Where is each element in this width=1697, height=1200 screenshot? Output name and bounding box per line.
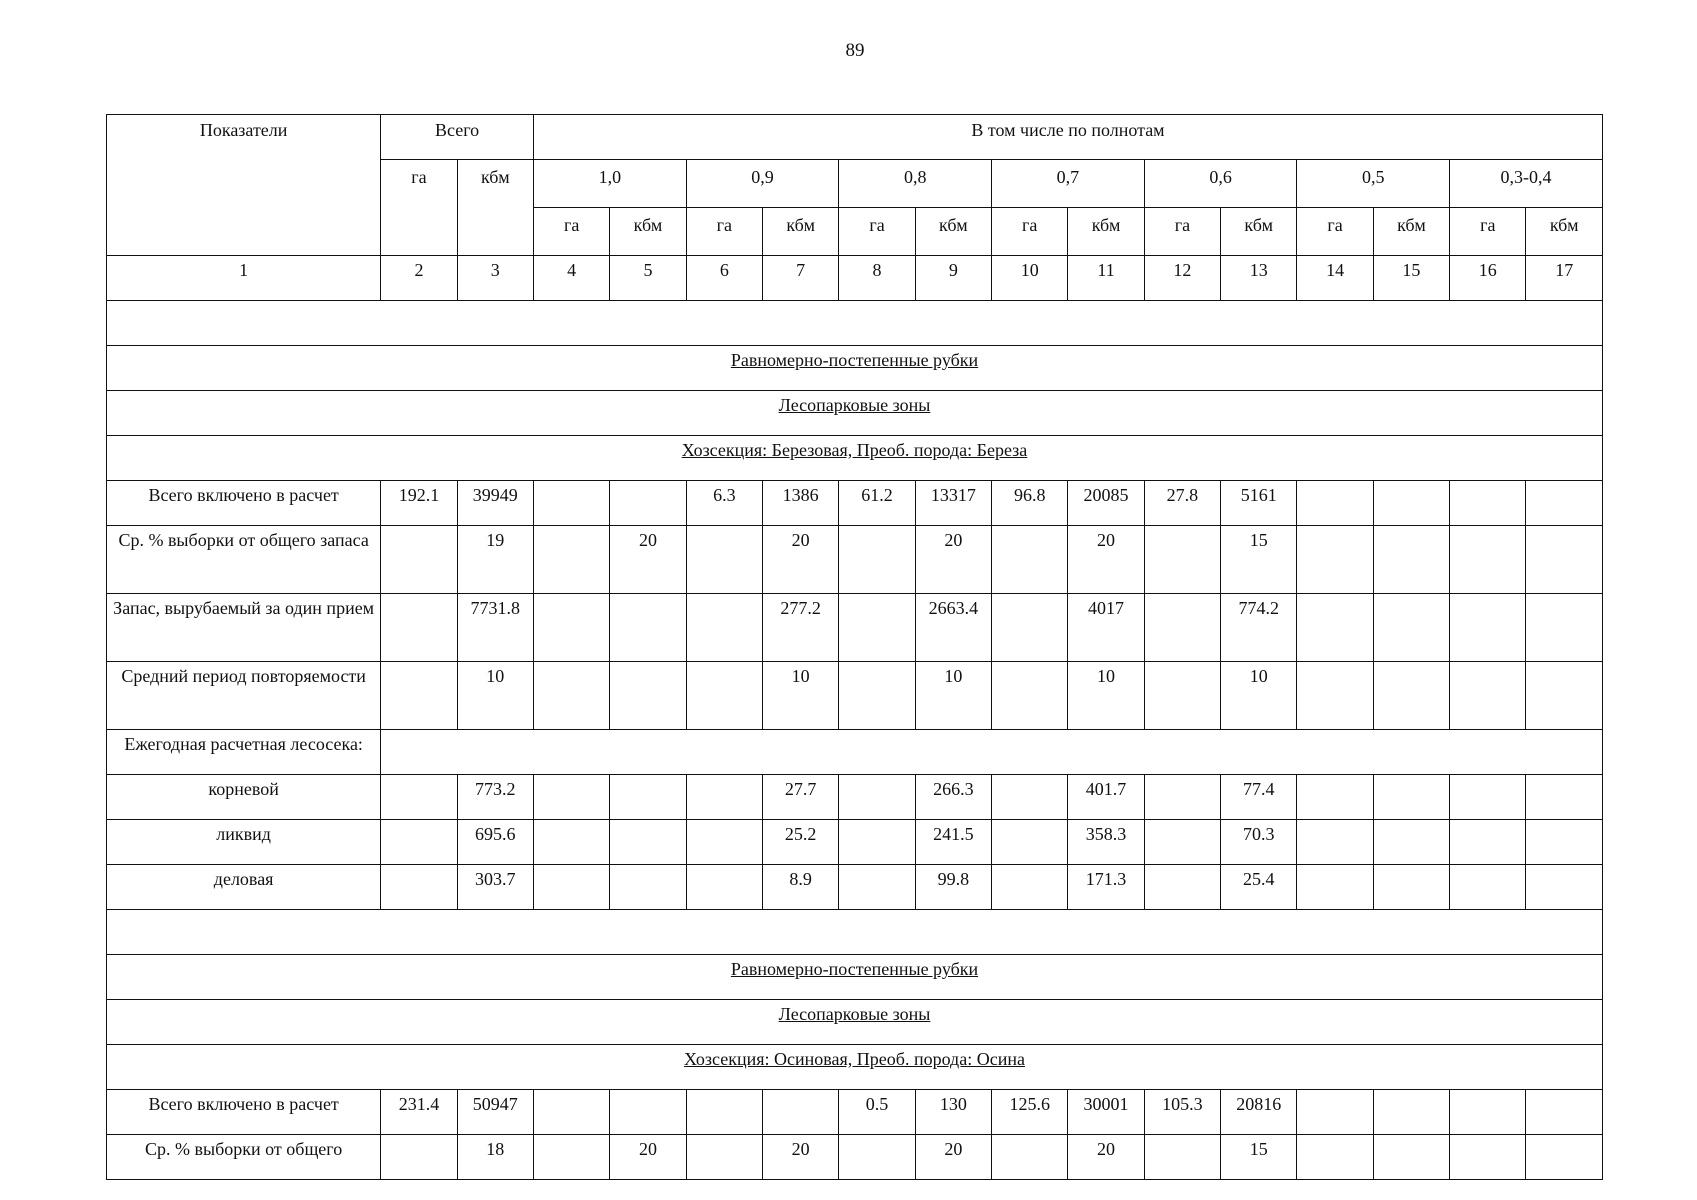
table-cell xyxy=(1144,865,1220,910)
table-cell: 20 xyxy=(763,526,839,594)
column-number: 13 xyxy=(1221,256,1297,301)
table-cell xyxy=(686,865,762,910)
table-cell: 773.2 xyxy=(457,775,533,820)
spacer xyxy=(107,301,1603,346)
spacer xyxy=(107,910,1603,955)
column-number: 9 xyxy=(915,256,991,301)
row-label: Ср. % выборки от общего xyxy=(107,1135,381,1180)
table-cell: 18 xyxy=(457,1135,533,1180)
column-number: 12 xyxy=(1144,256,1220,301)
annual-cut-blank xyxy=(381,730,1603,775)
table-cell: 10 xyxy=(763,662,839,730)
column-number: 4 xyxy=(533,256,609,301)
column-number: 5 xyxy=(610,256,686,301)
table-cell xyxy=(610,865,686,910)
cutting-type xyxy=(107,346,1603,391)
table-cell xyxy=(1526,820,1603,865)
table-cell xyxy=(1526,775,1603,820)
table-cell xyxy=(686,662,762,730)
table-cell xyxy=(381,594,457,662)
spacer-row xyxy=(107,910,1603,955)
table-cell xyxy=(1297,481,1373,526)
table-cell xyxy=(1526,1135,1603,1180)
table-cell: 0.5 xyxy=(839,1090,915,1135)
table-cell: 7731.8 xyxy=(457,594,533,662)
table-row xyxy=(107,481,1603,526)
table-cell xyxy=(533,594,609,662)
table-cell xyxy=(839,526,915,594)
header-row-1 xyxy=(107,115,1603,160)
table-cell: 10 xyxy=(1068,662,1144,730)
table-cell xyxy=(686,1135,762,1180)
table-cell xyxy=(839,594,915,662)
row-label: Всего включено в расчет xyxy=(107,1090,381,1135)
table-row xyxy=(107,1135,1603,1180)
table-cell: 20 xyxy=(763,1135,839,1180)
header-density-1-0: 1,0 xyxy=(533,160,686,208)
table-cell: 277.2 xyxy=(763,594,839,662)
table-cell xyxy=(686,1090,762,1135)
table-cell xyxy=(1450,481,1526,526)
column-number: 11 xyxy=(1068,256,1144,301)
table-cell: 20 xyxy=(915,526,991,594)
section-name xyxy=(107,436,1603,481)
table-cell: 15 xyxy=(1221,1135,1297,1180)
column-number: 14 xyxy=(1297,256,1373,301)
header-density-0-8: 0,8 xyxy=(839,160,992,208)
table-cell: 10 xyxy=(457,662,533,730)
table-cell: 303.7 xyxy=(457,865,533,910)
table-cell: 192.1 xyxy=(381,481,457,526)
table-cell xyxy=(1450,662,1526,730)
table-cell xyxy=(1297,865,1373,910)
table-cell xyxy=(1450,526,1526,594)
table-cell xyxy=(1373,775,1449,820)
header-unit-ha: га xyxy=(533,208,609,256)
table-cell xyxy=(1144,1135,1220,1180)
table-cell xyxy=(381,775,457,820)
table-cell xyxy=(1373,1090,1449,1135)
table-cell: 2663.4 xyxy=(915,594,991,662)
header-density-0-7: 0,7 xyxy=(992,160,1145,208)
table-cell xyxy=(610,481,686,526)
table-cell xyxy=(1297,594,1373,662)
row-label: Всего включено в расчет xyxy=(107,481,381,526)
table-cell: 401.7 xyxy=(1068,775,1144,820)
table-cell xyxy=(1144,820,1220,865)
table-cell: 125.6 xyxy=(992,1090,1068,1135)
table-cell: 171.3 xyxy=(1068,865,1144,910)
table-cell xyxy=(533,865,609,910)
table-cell xyxy=(1373,594,1449,662)
table-cell: 19 xyxy=(457,526,533,594)
zone-name xyxy=(107,1000,1603,1045)
table-cell xyxy=(1450,820,1526,865)
table-cell: 4017 xyxy=(1068,594,1144,662)
cutting-type-row xyxy=(107,346,1603,391)
header-unit-ha: га xyxy=(686,208,762,256)
table-cell: 358.3 xyxy=(1068,820,1144,865)
header-total: Всего xyxy=(381,115,534,160)
table-cell xyxy=(1450,594,1526,662)
cutting-type xyxy=(107,955,1603,1000)
table-cell xyxy=(686,775,762,820)
table-cell: 231.4 xyxy=(381,1090,457,1135)
table-cell: 39949 xyxy=(457,481,533,526)
header-total-ha: га xyxy=(381,160,457,256)
table-cell: 20 xyxy=(1068,526,1144,594)
table-cell xyxy=(1373,865,1449,910)
zone-name-text: Лесопарковые зоны xyxy=(778,395,931,415)
table-cell xyxy=(1450,1135,1526,1180)
table-cell xyxy=(533,1135,609,1180)
table-cell xyxy=(610,662,686,730)
table-cell xyxy=(610,1090,686,1135)
table-cell: 61.2 xyxy=(839,481,915,526)
table-cell xyxy=(1526,1090,1603,1135)
table-cell xyxy=(533,820,609,865)
column-number: 6 xyxy=(686,256,762,301)
table-cell xyxy=(1450,865,1526,910)
table-cell: 20 xyxy=(610,526,686,594)
header-density-0-6: 0,6 xyxy=(1144,160,1297,208)
row-label: Средний период повторяемости xyxy=(107,662,381,730)
header-unit-ha: га xyxy=(839,208,915,256)
table-cell xyxy=(1450,775,1526,820)
zone-name xyxy=(107,391,1603,436)
table-cell: 695.6 xyxy=(457,820,533,865)
table-cell xyxy=(839,775,915,820)
table-cell: 27.7 xyxy=(763,775,839,820)
table-cell xyxy=(1373,481,1449,526)
column-number: 10 xyxy=(992,256,1068,301)
table-cell xyxy=(1526,481,1603,526)
row-label: Ср. % выборки от общего запаса xyxy=(107,526,381,594)
table-cell xyxy=(1144,526,1220,594)
table-cell xyxy=(992,526,1068,594)
table-row xyxy=(107,594,1603,662)
table-cell xyxy=(533,662,609,730)
table-cell: 25.2 xyxy=(763,820,839,865)
section-name-text: Хозсекция: Осиновая, Преоб. порода: Осина xyxy=(684,1049,1025,1069)
table-cell: 20 xyxy=(610,1135,686,1180)
cutting-type-row xyxy=(107,955,1603,1000)
table-cell: 96.8 xyxy=(992,481,1068,526)
table-cell xyxy=(1297,775,1373,820)
table-cell: 70.3 xyxy=(1221,820,1297,865)
table-cell xyxy=(533,526,609,594)
table-cell xyxy=(1526,662,1603,730)
section-name-row xyxy=(107,1045,1603,1090)
column-number: 7 xyxy=(763,256,839,301)
zone-name-row xyxy=(107,391,1603,436)
table-cell xyxy=(610,594,686,662)
table-cell: 6.3 xyxy=(686,481,762,526)
table-cell: 15 xyxy=(1221,526,1297,594)
header-by-density: В том числе по полнотам xyxy=(533,115,1602,160)
page-number: 89 xyxy=(845,40,865,61)
table-cell xyxy=(533,481,609,526)
table-cell xyxy=(1526,594,1603,662)
forest-cutting-table xyxy=(106,114,1603,1180)
table-cell xyxy=(1144,594,1220,662)
annual-cut-row xyxy=(107,730,1603,775)
table-cell: 241.5 xyxy=(915,820,991,865)
table-cell xyxy=(992,775,1068,820)
table-cell xyxy=(839,865,915,910)
table-cell xyxy=(1373,1135,1449,1180)
table-cell: 77.4 xyxy=(1221,775,1297,820)
table-cell xyxy=(533,1090,609,1135)
zone-name-row xyxy=(107,1000,1603,1045)
header-unit-m3: кбм xyxy=(763,208,839,256)
cutting-type-text: Равномерно-постепенные рубки xyxy=(730,350,979,370)
column-number: 3 xyxy=(457,256,533,301)
header-unit-m3: кбм xyxy=(1221,208,1297,256)
column-number: 1 xyxy=(107,256,381,301)
cutting-type-text: Равномерно-постепенные рубки xyxy=(730,959,979,979)
header-unit-m3: кбм xyxy=(610,208,686,256)
header-unit-m3: кбм xyxy=(1526,208,1603,256)
table-cell xyxy=(1373,662,1449,730)
header-unit-m3: кбм xyxy=(915,208,991,256)
table-cell: 130 xyxy=(915,1090,991,1135)
section-name-text: Хозсекция: Березовая, Преоб. порода: Береза xyxy=(681,440,1028,460)
header-indicators: Показатели xyxy=(107,115,381,256)
header-density-0-9: 0,9 xyxy=(686,160,839,208)
table-cell: 20 xyxy=(1068,1135,1144,1180)
column-number: 8 xyxy=(839,256,915,301)
table-cell xyxy=(1297,1135,1373,1180)
table-cell xyxy=(381,662,457,730)
table-cell: 27.8 xyxy=(1144,481,1220,526)
table-row xyxy=(107,662,1603,730)
table-cell xyxy=(992,1135,1068,1180)
table-cell: 8.9 xyxy=(763,865,839,910)
table-cell: 30001 xyxy=(1068,1090,1144,1135)
header-unit-ha: га xyxy=(992,208,1068,256)
row-label: ликвид xyxy=(107,820,381,865)
table-cell: 266.3 xyxy=(915,775,991,820)
table-cell xyxy=(381,526,457,594)
table-cell xyxy=(1526,865,1603,910)
table-cell xyxy=(992,820,1068,865)
table-cell xyxy=(686,820,762,865)
column-number: 17 xyxy=(1526,256,1603,301)
spacer-row xyxy=(107,301,1603,346)
table-cell: 50947 xyxy=(457,1090,533,1135)
table-cell xyxy=(610,775,686,820)
column-number: 2 xyxy=(381,256,457,301)
table-row xyxy=(107,820,1603,865)
table-cell xyxy=(1297,526,1373,594)
row-label: корневой xyxy=(107,775,381,820)
table-cell xyxy=(381,1135,457,1180)
table-row xyxy=(107,865,1603,910)
table-cell: 13317 xyxy=(915,481,991,526)
column-number: 15 xyxy=(1373,256,1449,301)
table-cell xyxy=(533,775,609,820)
table-cell: 105.3 xyxy=(1144,1090,1220,1135)
table-cell: 774.2 xyxy=(1221,594,1297,662)
table-cell xyxy=(1373,820,1449,865)
header-unit-ha: га xyxy=(1297,208,1373,256)
table-cell xyxy=(992,594,1068,662)
header-unit-m3: кбм xyxy=(1373,208,1449,256)
header-total-m3: кбм xyxy=(457,160,533,256)
annual-cut-label: Ежегодная расчетная лесосека: xyxy=(107,730,381,775)
table-cell: 5161 xyxy=(1221,481,1297,526)
table-cell xyxy=(1297,1090,1373,1135)
header-density-0-3-0-4: 0,3-0,4 xyxy=(1450,160,1603,208)
header-density-0-5: 0,5 xyxy=(1297,160,1450,208)
header-unit-ha: га xyxy=(1450,208,1526,256)
table-cell xyxy=(686,594,762,662)
table-cell xyxy=(763,1090,839,1135)
table-cell xyxy=(686,526,762,594)
row-label: Запас, вырубаемый за один прием xyxy=(107,594,381,662)
table-cell xyxy=(839,820,915,865)
section-name xyxy=(107,1045,1603,1090)
section-name-row xyxy=(107,436,1603,481)
table-cell: 20 xyxy=(915,1135,991,1180)
table-cell xyxy=(1450,1090,1526,1135)
table-cell xyxy=(839,1135,915,1180)
table-row xyxy=(107,1090,1603,1135)
table-cell: 10 xyxy=(1221,662,1297,730)
table-cell xyxy=(1144,775,1220,820)
column-numbers-row xyxy=(107,256,1603,301)
table-cell: 1386 xyxy=(763,481,839,526)
table-cell: 20816 xyxy=(1221,1090,1297,1135)
table-cell xyxy=(839,662,915,730)
table-cell xyxy=(381,820,457,865)
table-cell xyxy=(381,865,457,910)
table-cell: 99.8 xyxy=(915,865,991,910)
table-row xyxy=(107,526,1603,594)
table-cell: 10 xyxy=(915,662,991,730)
table-cell xyxy=(610,820,686,865)
table-cell xyxy=(992,662,1068,730)
table-cell xyxy=(1526,526,1603,594)
table-row xyxy=(107,775,1603,820)
table-cell xyxy=(1373,526,1449,594)
table-cell: 20085 xyxy=(1068,481,1144,526)
column-number: 16 xyxy=(1450,256,1526,301)
table-cell xyxy=(1297,662,1373,730)
table-cell xyxy=(1144,662,1220,730)
row-label: деловая xyxy=(107,865,381,910)
table-cell: 25.4 xyxy=(1221,865,1297,910)
table-cell xyxy=(1297,820,1373,865)
header-unit-m3: кбм xyxy=(1068,208,1144,256)
header-unit-ha: га xyxy=(1144,208,1220,256)
zone-name-text: Лесопарковые зоны xyxy=(778,1004,931,1024)
table-cell xyxy=(992,865,1068,910)
